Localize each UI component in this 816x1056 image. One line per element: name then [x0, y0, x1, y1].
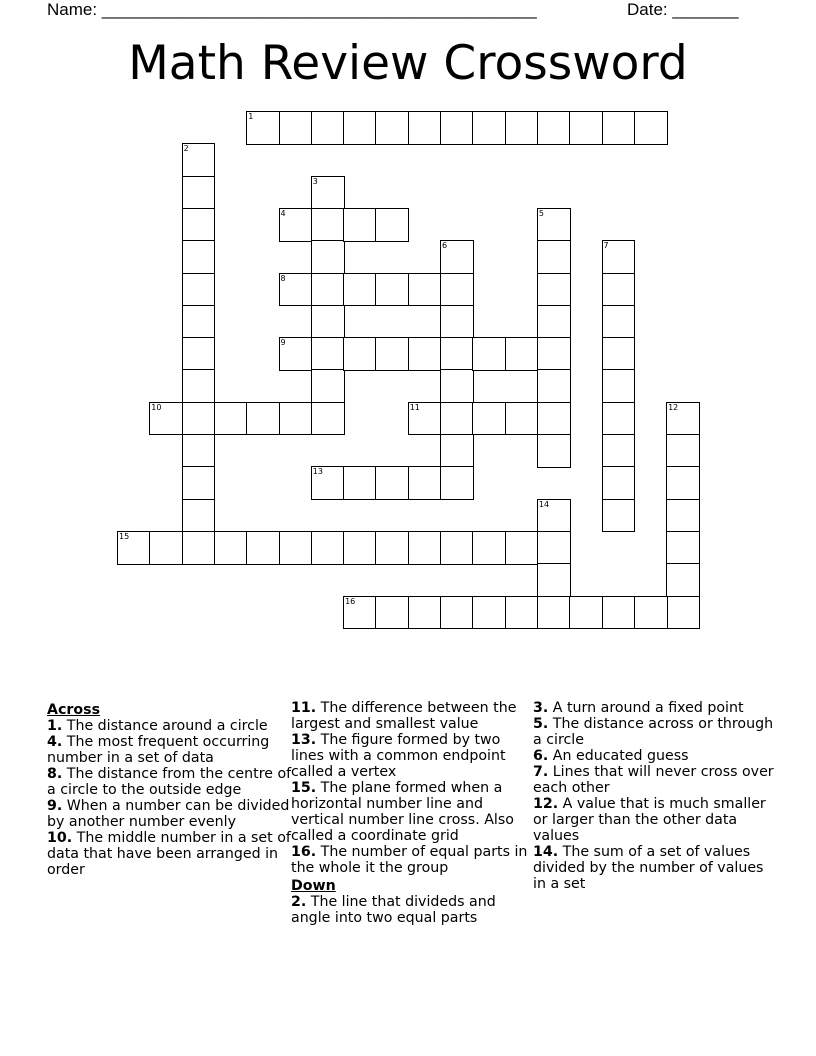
grid-cell[interactable] [505, 111, 539, 145]
grid-cell[interactable] [182, 143, 216, 177]
grid-cell[interactable] [279, 337, 313, 371]
clue-across-4: 4. The most frequent occurring number in a set of data [47, 734, 270, 766]
grid-cell[interactable] [375, 111, 409, 145]
grid-cell[interactable] [440, 369, 474, 403]
grid-cell[interactable] [472, 531, 506, 565]
clue-down-2: 2. The line that divideds and angle into two equal parts [291, 894, 496, 926]
grid-cell[interactable] [440, 531, 474, 565]
clue-number: 9 [280, 338, 286, 348]
clue-across-1: 1. The distance around a circle [47, 718, 268, 734]
grid-cell[interactable] [246, 402, 280, 436]
clues-column-2 [291, 700, 536, 926]
grid-cell[interactable] [440, 466, 474, 500]
clue-down-14: 14. The sum of a set of values divided by the number of values in a set [533, 844, 764, 892]
grid-cell[interactable] [666, 531, 700, 565]
clue-across-10: 10. The middle number in a set of data that have been arranged in order [47, 830, 291, 878]
grid-cell[interactable] [279, 402, 313, 436]
grid-cell[interactable] [117, 531, 151, 565]
grid-cell[interactable] [182, 305, 216, 339]
grid-cell[interactable] [182, 434, 216, 468]
grid-cell[interactable] [408, 466, 442, 500]
grid-cell[interactable] [666, 466, 700, 500]
grid-cell[interactable] [472, 402, 506, 436]
clue-number: 6 [442, 241, 448, 251]
grid-cell[interactable] [602, 596, 636, 630]
clue-across-8: 8. The distance from the centre of a circle to the outside edge [47, 766, 292, 798]
grid-cell[interactable] [149, 402, 183, 436]
grid-cell[interactable] [182, 499, 216, 533]
clue-across-9: 9. When a number can be divided by another number evenly [47, 798, 290, 830]
grid-cell[interactable] [505, 337, 539, 371]
across-heading: Across [47, 702, 101, 718]
clue-down-12: 12. A value that is much smaller or larger than the other data values [533, 796, 766, 844]
grid-cell[interactable] [537, 434, 571, 468]
grid-cell[interactable] [602, 111, 636, 145]
grid-cell[interactable] [602, 240, 636, 274]
grid-cell[interactable] [279, 208, 313, 242]
grid-cell[interactable] [149, 531, 183, 565]
grid-cell[interactable] [182, 337, 216, 371]
clue-number: 7 [603, 241, 609, 251]
clue-across-11: 11. The difference between the largest and smallest value [291, 700, 517, 732]
grid-cell[interactable] [279, 531, 313, 565]
grid-cell[interactable] [537, 563, 571, 597]
grid-cell[interactable] [343, 273, 377, 307]
grid-cell[interactable] [408, 402, 442, 436]
grid-cell[interactable] [375, 466, 409, 500]
clue-number: 15 [119, 531, 130, 541]
grid-cell[interactable] [537, 273, 571, 307]
grid-cell[interactable] [666, 563, 700, 597]
grid-cell[interactable] [246, 111, 280, 145]
grid-cell[interactable] [311, 176, 345, 210]
grid-cell[interactable] [311, 111, 345, 145]
grid-cell[interactable] [408, 531, 442, 565]
grid-cell[interactable] [343, 111, 377, 145]
grid-cell[interactable] [472, 111, 506, 145]
grid-cell[interactable] [634, 596, 668, 630]
grid-cell[interactable] [537, 208, 571, 242]
grid-cell[interactable] [311, 273, 345, 307]
down-heading: Down [291, 878, 336, 894]
grid-cell[interactable] [537, 596, 571, 630]
grid-cell[interactable] [537, 499, 571, 533]
grid-cell[interactable] [537, 111, 571, 145]
clue-number: 2 [183, 144, 189, 154]
grid-cell[interactable] [246, 531, 280, 565]
grid-cell[interactable] [440, 305, 474, 339]
grid-cell[interactable] [311, 337, 345, 371]
clues-column-3 [533, 700, 778, 892]
grid-cell[interactable] [634, 111, 668, 145]
grid-cell[interactable] [375, 208, 409, 242]
grid-cell[interactable] [440, 596, 474, 630]
grid-cell[interactable] [182, 176, 216, 210]
grid-cell[interactable] [182, 208, 216, 242]
grid-cell[interactable] [505, 531, 539, 565]
grid-cell[interactable] [537, 240, 571, 274]
grid-cell[interactable] [537, 369, 571, 403]
grid-cell[interactable] [569, 596, 603, 630]
clue-number: 14 [538, 499, 550, 509]
grid-cell[interactable] [440, 402, 474, 436]
grid-cell[interactable] [602, 434, 636, 468]
grid-cell[interactable] [311, 305, 345, 339]
clue-across-13: 13. The figure formed by two lines with a common endpoint called a vertex [291, 732, 506, 780]
grid-cell[interactable] [505, 596, 539, 630]
grid-cell[interactable] [440, 111, 474, 145]
clue-number: 11 [409, 402, 420, 412]
grid-cell[interactable] [602, 369, 636, 403]
grid-cell[interactable] [279, 273, 313, 307]
clue-number: 4 [280, 208, 286, 218]
date-field: Date: _______ [627, 0, 739, 19]
grid-cell[interactable] [602, 466, 636, 500]
clue-across-15: 15. The plane formed when a horizontal number line and vertical number line cross. Also called a coordinate grid [291, 780, 514, 844]
grid-cell[interactable] [343, 466, 377, 500]
clue-down-5: 5. The distance across or through a circle [533, 716, 774, 748]
grid-cell[interactable] [569, 111, 603, 145]
clue-number: 8 [280, 273, 286, 283]
grid-cell[interactable] [311, 466, 345, 500]
grid-cell[interactable] [343, 596, 377, 630]
page-title: Math Review Crossword [128, 36, 688, 91]
grid-cell[interactable] [666, 499, 700, 533]
grid-cell[interactable] [214, 402, 248, 436]
grid-cell[interactable] [537, 305, 571, 339]
grid-cell[interactable] [602, 337, 636, 371]
clue-number: 1 [248, 112, 254, 121]
grid-cell[interactable] [472, 596, 506, 630]
grid-cell[interactable] [311, 402, 345, 436]
grid-cell[interactable] [182, 402, 216, 436]
grid-cell[interactable] [440, 434, 474, 468]
clue-down-7: 7. Lines that will never cross over each other [533, 764, 774, 796]
clue-down-3: 3. A turn around a fixed point [533, 700, 744, 716]
grid-cell[interactable] [311, 208, 345, 242]
grid-cell[interactable] [182, 466, 216, 500]
grid-cell[interactable] [602, 273, 636, 307]
grid-cell[interactable] [279, 111, 313, 145]
clue-number: 16 [345, 596, 356, 606]
clue-number: 10 [151, 402, 162, 412]
grid-cell[interactable] [182, 531, 216, 565]
grid-cell[interactable] [182, 369, 216, 403]
clue-down-6: 6. An educated guess [533, 748, 689, 764]
clues-column-1 [47, 700, 292, 878]
grid-cell[interactable] [602, 305, 636, 339]
grid-cell[interactable] [311, 531, 345, 565]
grid-cell[interactable] [537, 531, 571, 565]
grid-cell[interactable] [408, 596, 442, 630]
grid-cell[interactable] [440, 240, 474, 274]
grid-cell[interactable] [182, 240, 216, 274]
grid-cell[interactable] [537, 337, 571, 371]
grid-cell[interactable] [408, 111, 442, 145]
clue-number: 5 [538, 208, 544, 218]
clue-across-16: 16. The number of equal parts in the whole it the group [291, 844, 528, 876]
grid-cell[interactable] [343, 531, 377, 565]
grid-cell[interactable] [375, 337, 409, 371]
clue-number: 12 [668, 402, 679, 412]
grid-cell[interactable] [182, 273, 216, 307]
grid-cell[interactable] [602, 499, 636, 533]
clue-number: 13 [312, 467, 323, 477]
grid-cell[interactable] [666, 596, 700, 630]
grid-cell[interactable] [537, 402, 571, 436]
grid-cell[interactable] [408, 337, 442, 371]
clue-number: 3 [312, 176, 318, 186]
grid-cell[interactable] [440, 337, 474, 371]
grid-cell[interactable] [472, 337, 506, 371]
grid-cell[interactable] [440, 273, 474, 307]
grid-cell[interactable] [375, 273, 409, 307]
grid-cell[interactable] [505, 402, 539, 436]
name-field: Name: ______________________________________________ [47, 0, 537, 19]
grid-cell[interactable] [666, 402, 700, 436]
grid-cell[interactable] [311, 369, 345, 403]
grid-cell[interactable] [375, 596, 409, 630]
grid-cell[interactable] [214, 531, 248, 565]
grid-cell[interactable] [343, 208, 377, 242]
grid-cell[interactable] [602, 402, 636, 436]
grid-cell[interactable] [408, 273, 442, 307]
grid-cell[interactable] [343, 337, 377, 371]
grid-cell[interactable] [666, 434, 700, 468]
grid-cell[interactable] [311, 240, 345, 274]
grid-cell[interactable] [375, 531, 409, 565]
